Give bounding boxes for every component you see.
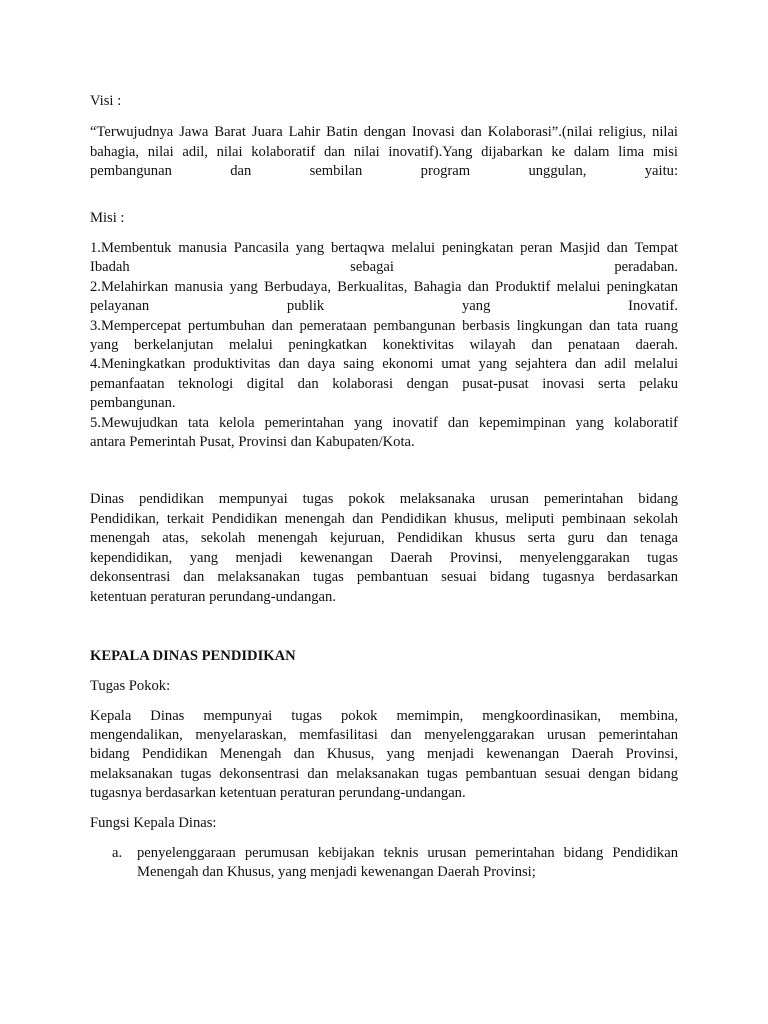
misi-line-11: antara Pemerintah Pusat, Provinsi dan Kabupaten/Kota.	[90, 434, 415, 450]
visi-line-2: bahagia, nilai adil, nilai kolaboratif dan nilai inovatif).Yang dijabarkan ke dalam lima misi	[90, 144, 678, 160]
dinas-line-2: Pendidikan, terkait Pendidikan menengah dan Pendidikan khusus, meliputi pembinaan sekolah	[90, 511, 678, 527]
fungsi-item-line-1: penyelenggaraan perumusan kebijakan teknis urusan pemerintahan bidang Pendidikan	[137, 845, 678, 861]
tugas-pokok-heading: Tugas Pokok:	[90, 678, 171, 694]
misi-heading: Misi :	[90, 210, 125, 226]
tugas-line-1: Kepala Dinas mempunyai tugas pokok memimpin, mengkoordinasikan, membina,	[90, 708, 678, 724]
dinas-line-1: Dinas pendidikan mempunyai tugas pokok melaksanaka urusan pemerintahan bidang	[90, 491, 678, 507]
tugas-line-4: melaksanakan tugas dekonsentrasi dan melaksanakan tugas pembantuan sesuai dengan bidang	[90, 766, 678, 782]
fungsi-heading: Fungsi Kepala Dinas:	[90, 815, 217, 831]
misi-line-9: pembangunan.	[90, 395, 176, 411]
fungsi-item-marker: a.	[112, 845, 123, 861]
misi-line-10: 5.Mewujudkan tata kelola pemerintahan yang inovatif dan kepemimpinan yang kolaboratif	[90, 415, 678, 431]
dinas-line-3: menengah atas, sekolah menengah kejuruan, Pendidikan khusus serta guru dan tenaga	[90, 530, 678, 546]
misi-line-2: Ibadah sebagai peradaban.	[90, 259, 678, 275]
kepala-heading: KEPALA DINAS PENDIDIKAN	[90, 648, 296, 664]
visi-heading: Visi :	[90, 93, 122, 109]
dinas-line-5: dekonsentrasi dan melaksanakan tugas pembantuan sesuai bidang tugasnya berdasarkan	[90, 569, 678, 585]
misi-line-6: yang berkelanjutan melalui peningkatkan konektivitas wilayah dan penataan daerah.	[90, 337, 678, 353]
misi-line-8: pemanfaatan teknologi digital dan kolaborasi dengan pusat-pusat inovasi serta pelaku	[90, 376, 678, 392]
tugas-line-3: bidang Pendidikan Menengah dan Khusus, yang menjadi kewenangan Daerah Provinsi,	[90, 746, 678, 762]
fungsi-item-line-2: Menengah dan Khusus, yang menjadi kewenangan Daerah Provinsi;	[137, 864, 536, 880]
misi-line-4: pelayanan publik yang Inovatif.	[90, 298, 678, 314]
misi-line-3: 2.Melahirkan manusia yang Berbudaya, Berkualitas, Bahagia dan Produktif melalui peningkatan	[90, 279, 678, 295]
dinas-line-4: kependidikan, yang menjadi kewenangan Daerah Provinsi, menyelenggarakan tugas	[90, 550, 678, 566]
tugas-line-2: mengendalikan, menyelaraskan, memfasilitasi dan menyelenggarakan urusan pemerintahan	[90, 727, 678, 743]
misi-line-7: 4.Meningkatkan produktivitas dan daya saing ekonomi umat yang sejahtera dan adil melalui	[90, 356, 678, 372]
tugas-line-5: tugasnya berdasarkan ketentuan peraturan perundang-undangan.	[90, 785, 466, 801]
misi-line-1: 1.Membentuk manusia Pancasila yang bertaqwa melalui peningkatan peran Masjid dan Tempat	[90, 240, 678, 256]
visi-line-3: pembangunan dan sembilan program unggulan, yaitu:	[90, 163, 678, 179]
visi-line-1: “Terwujudnya Jawa Barat Juara Lahir Batin dengan Inovasi dan Kolaborasi”.(nilai religius, nilai	[90, 124, 678, 140]
dinas-line-6: ketentuan peraturan perundang-undangan.	[90, 589, 336, 605]
misi-line-5: 3.Mempercepat pertumbuhan dan pemerataan pembangunan berbasis lingkungan dan tata ruang	[90, 318, 678, 334]
